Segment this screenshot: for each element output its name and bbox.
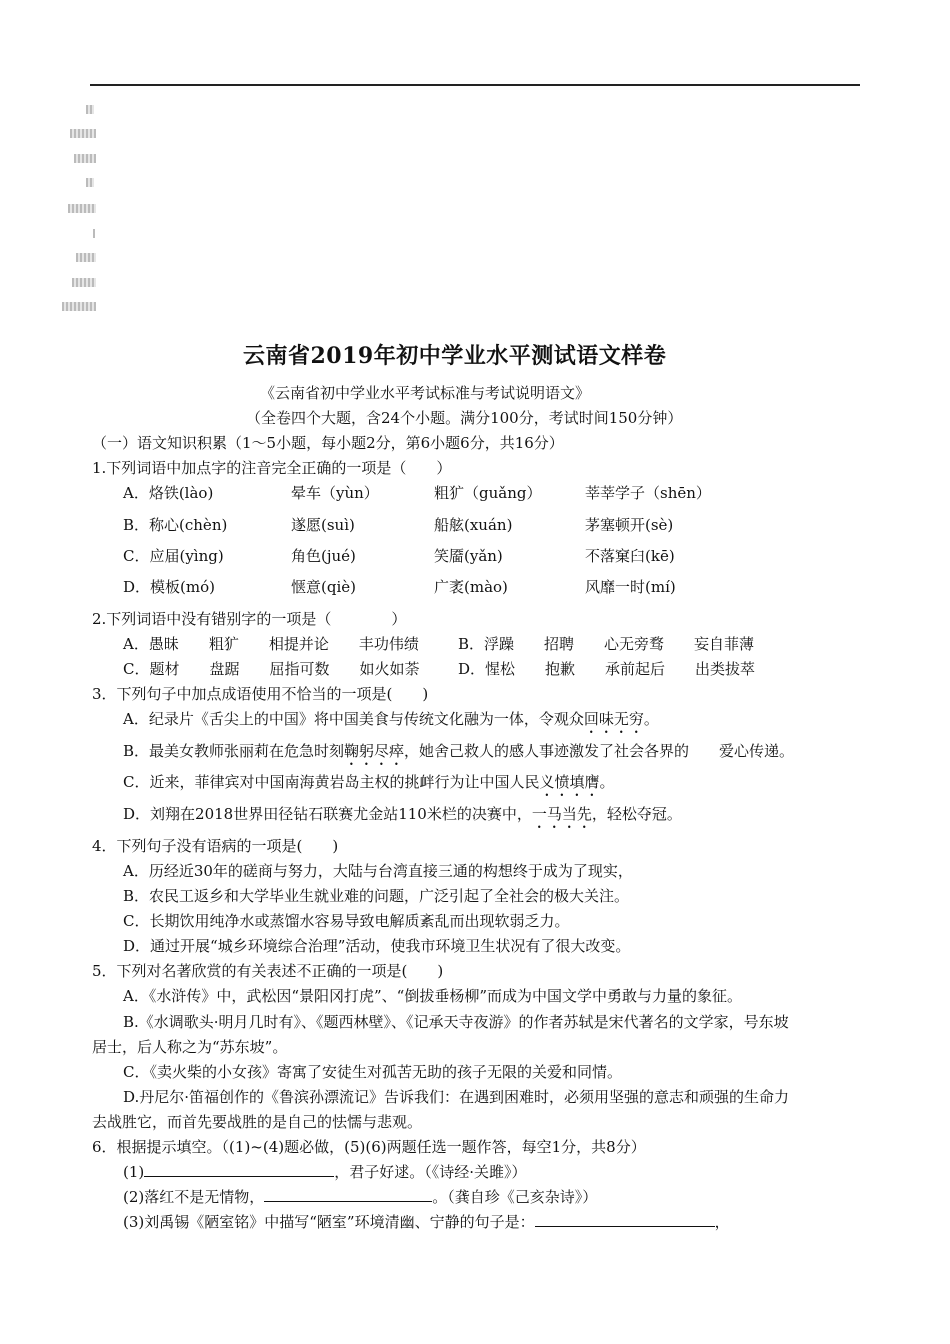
q1-c4: 不落窠臼(kē): [585, 547, 675, 565]
q2-option-a: A．愚昧 粗犷 相提并论 丰功伟绩: [123, 635, 419, 653]
q1-c3: 笑靥(yǎn): [434, 547, 503, 565]
q1-stem: 1.下列词语中加点字的注音完全正确的一项是（ ）: [92, 459, 452, 477]
q1-c1: C．应届(yìng): [123, 547, 224, 565]
q5-option-c: C．《卖火柴的小女孩》寄寓了安徒生对孤苦无助的孩子无限的关爱和同情。: [123, 1063, 622, 1081]
q1-a1: A．烙铁(lào): [123, 484, 214, 502]
q5-option-d-line1: D.丹尼尔·笛福创作的《鲁滨孙漂流记》告诉我们：在遇到困难时，必须用坚强的意志和顽强的生命力: [123, 1088, 790, 1106]
q5-option-b-line1: B.《水调歌头·明月几时有》、《题西林壁》、《记承天寺夜游》的作者苏轼是宋代著名的文学家，号东坡: [123, 1013, 789, 1031]
q3-option-a: A．纪录片《舌尖上的中国》将中国美食与传统文化融为一体，令观众回味无穷。: [123, 710, 659, 728]
answer-blank[interactable]: [264, 1187, 432, 1202]
q4-option-c: C．长期饮用纯净水或蒸馏水容易导致电解质紊乱而出现软弱乏力。: [123, 912, 570, 930]
q1-d4: 风靡一时(mí): [585, 578, 676, 596]
q1-d3: 广袤(mào): [434, 578, 508, 596]
q6-item-3: (3)刘禹锡《陋室铭》中描写“陋室”环境清幽、宁静的句子是： ，: [123, 1213, 730, 1231]
q5-option-a: A．《水浒传》中，武松因“景阳冈打虎”、“倒拔垂杨柳”而成为中国文学中勇敢与力量的象征。: [123, 987, 743, 1005]
q1-d2: 惬意(qiè): [291, 578, 356, 596]
q1-c2: 角色(jué): [291, 547, 356, 565]
q1-b1: B．称心(chèn): [123, 516, 228, 534]
q4-option-a: A．历经近30年的磋商与努力，大陆与台湾直接三通的构想终于成为了现实，: [123, 862, 633, 880]
q5-stem: 5．下列对名著欣赏的有关表述不正确的一项是( ): [92, 962, 444, 980]
q2-option-d: D．惺松 抱歉 承前起后 出类拔萃: [458, 660, 756, 678]
q2-stem: 2.下列词语中没有错别字的一项是（ ）: [92, 610, 407, 628]
doc-subtitle: 《云南省初中学业水平考试标准与考试说明语文》: [260, 384, 591, 402]
q3-option-b: B．最美女教师张丽莉在危急时刻鞠躬尽瘁，她舍己救人的感人事迹激发了社会各界的 爱心传递。: [123, 742, 795, 760]
q1-b2: 遂愿(suì): [291, 516, 355, 534]
q3-option-d: D．刘翔在2018世界田径钻石联赛尤金站110米栏的决赛中，一马当先，轻松夺冠。: [123, 805, 682, 823]
q6-item-2: (2)落红不是无情物， 。（龚自珍《己亥杂诗》）: [123, 1188, 598, 1206]
q5-option-b-line2: 居士，后人称之为“苏东坡”。: [92, 1038, 288, 1056]
watermark-marks: [60, 100, 100, 340]
q1-a2: 晕车（yùn）: [291, 484, 379, 502]
section-heading: （一）语文知识积累（1～5小题，每小题2分，第6小题6分，共16分）: [92, 434, 564, 452]
q4-stem: 4．下列句子没有语病的一项是( ): [92, 837, 339, 855]
q1-b4: 茅塞顿开(sè): [585, 516, 674, 534]
answer-blank[interactable]: [144, 1162, 334, 1177]
q1-a4: 莘莘学子（shēn）: [585, 484, 711, 502]
answer-blank[interactable]: [535, 1212, 715, 1227]
q1-a3: 粗犷（guǎng）: [434, 484, 542, 502]
doc-title: 云南省2019年初中学业水平测试语文样卷: [243, 343, 667, 369]
q4-option-d: D．通过开展“城乡环境综合治理”活动，使我市环境卫生状况有了很大改变。: [123, 937, 631, 955]
q3-stem: 3．下列句子中加点成语使用不恰当的一项是( ): [92, 685, 429, 703]
q1-b3: 船舷(xuán): [434, 516, 513, 534]
q6-stem: 6．根据提示填空。（(1)~(4)题必做，(5)(6)两题任选一题作答，每空1分，共8分）: [92, 1138, 646, 1156]
q2-option-c: C．题材 盘踞 屈指可数 如火如荼: [123, 660, 420, 678]
q4-option-b: B．农民工返乡和大学毕业生就业难的问题，广泛引起了全社会的极大关注。: [123, 887, 630, 905]
doc-info: （全卷四个大题，含24个小题。满分100分，考试时间150分钟）: [246, 409, 683, 427]
q6-item-1: (1) ，君子好逑。（《诗经·关雎》）: [123, 1163, 527, 1181]
q5-option-d-line2: 去战胜它，而首先要战胜的是自己的怯懦与悲观。: [92, 1113, 423, 1131]
q1-d1: D．模板(mó): [123, 578, 215, 596]
q2-option-b: B．浮躁 招聘 心无旁骛 妄自菲薄: [458, 635, 755, 653]
q3-option-c: C．近来，菲律宾对中国南海黄岩岛主权的挑衅行为让中国人民义愤填膺。: [123, 773, 615, 791]
header-rule: [90, 84, 860, 86]
